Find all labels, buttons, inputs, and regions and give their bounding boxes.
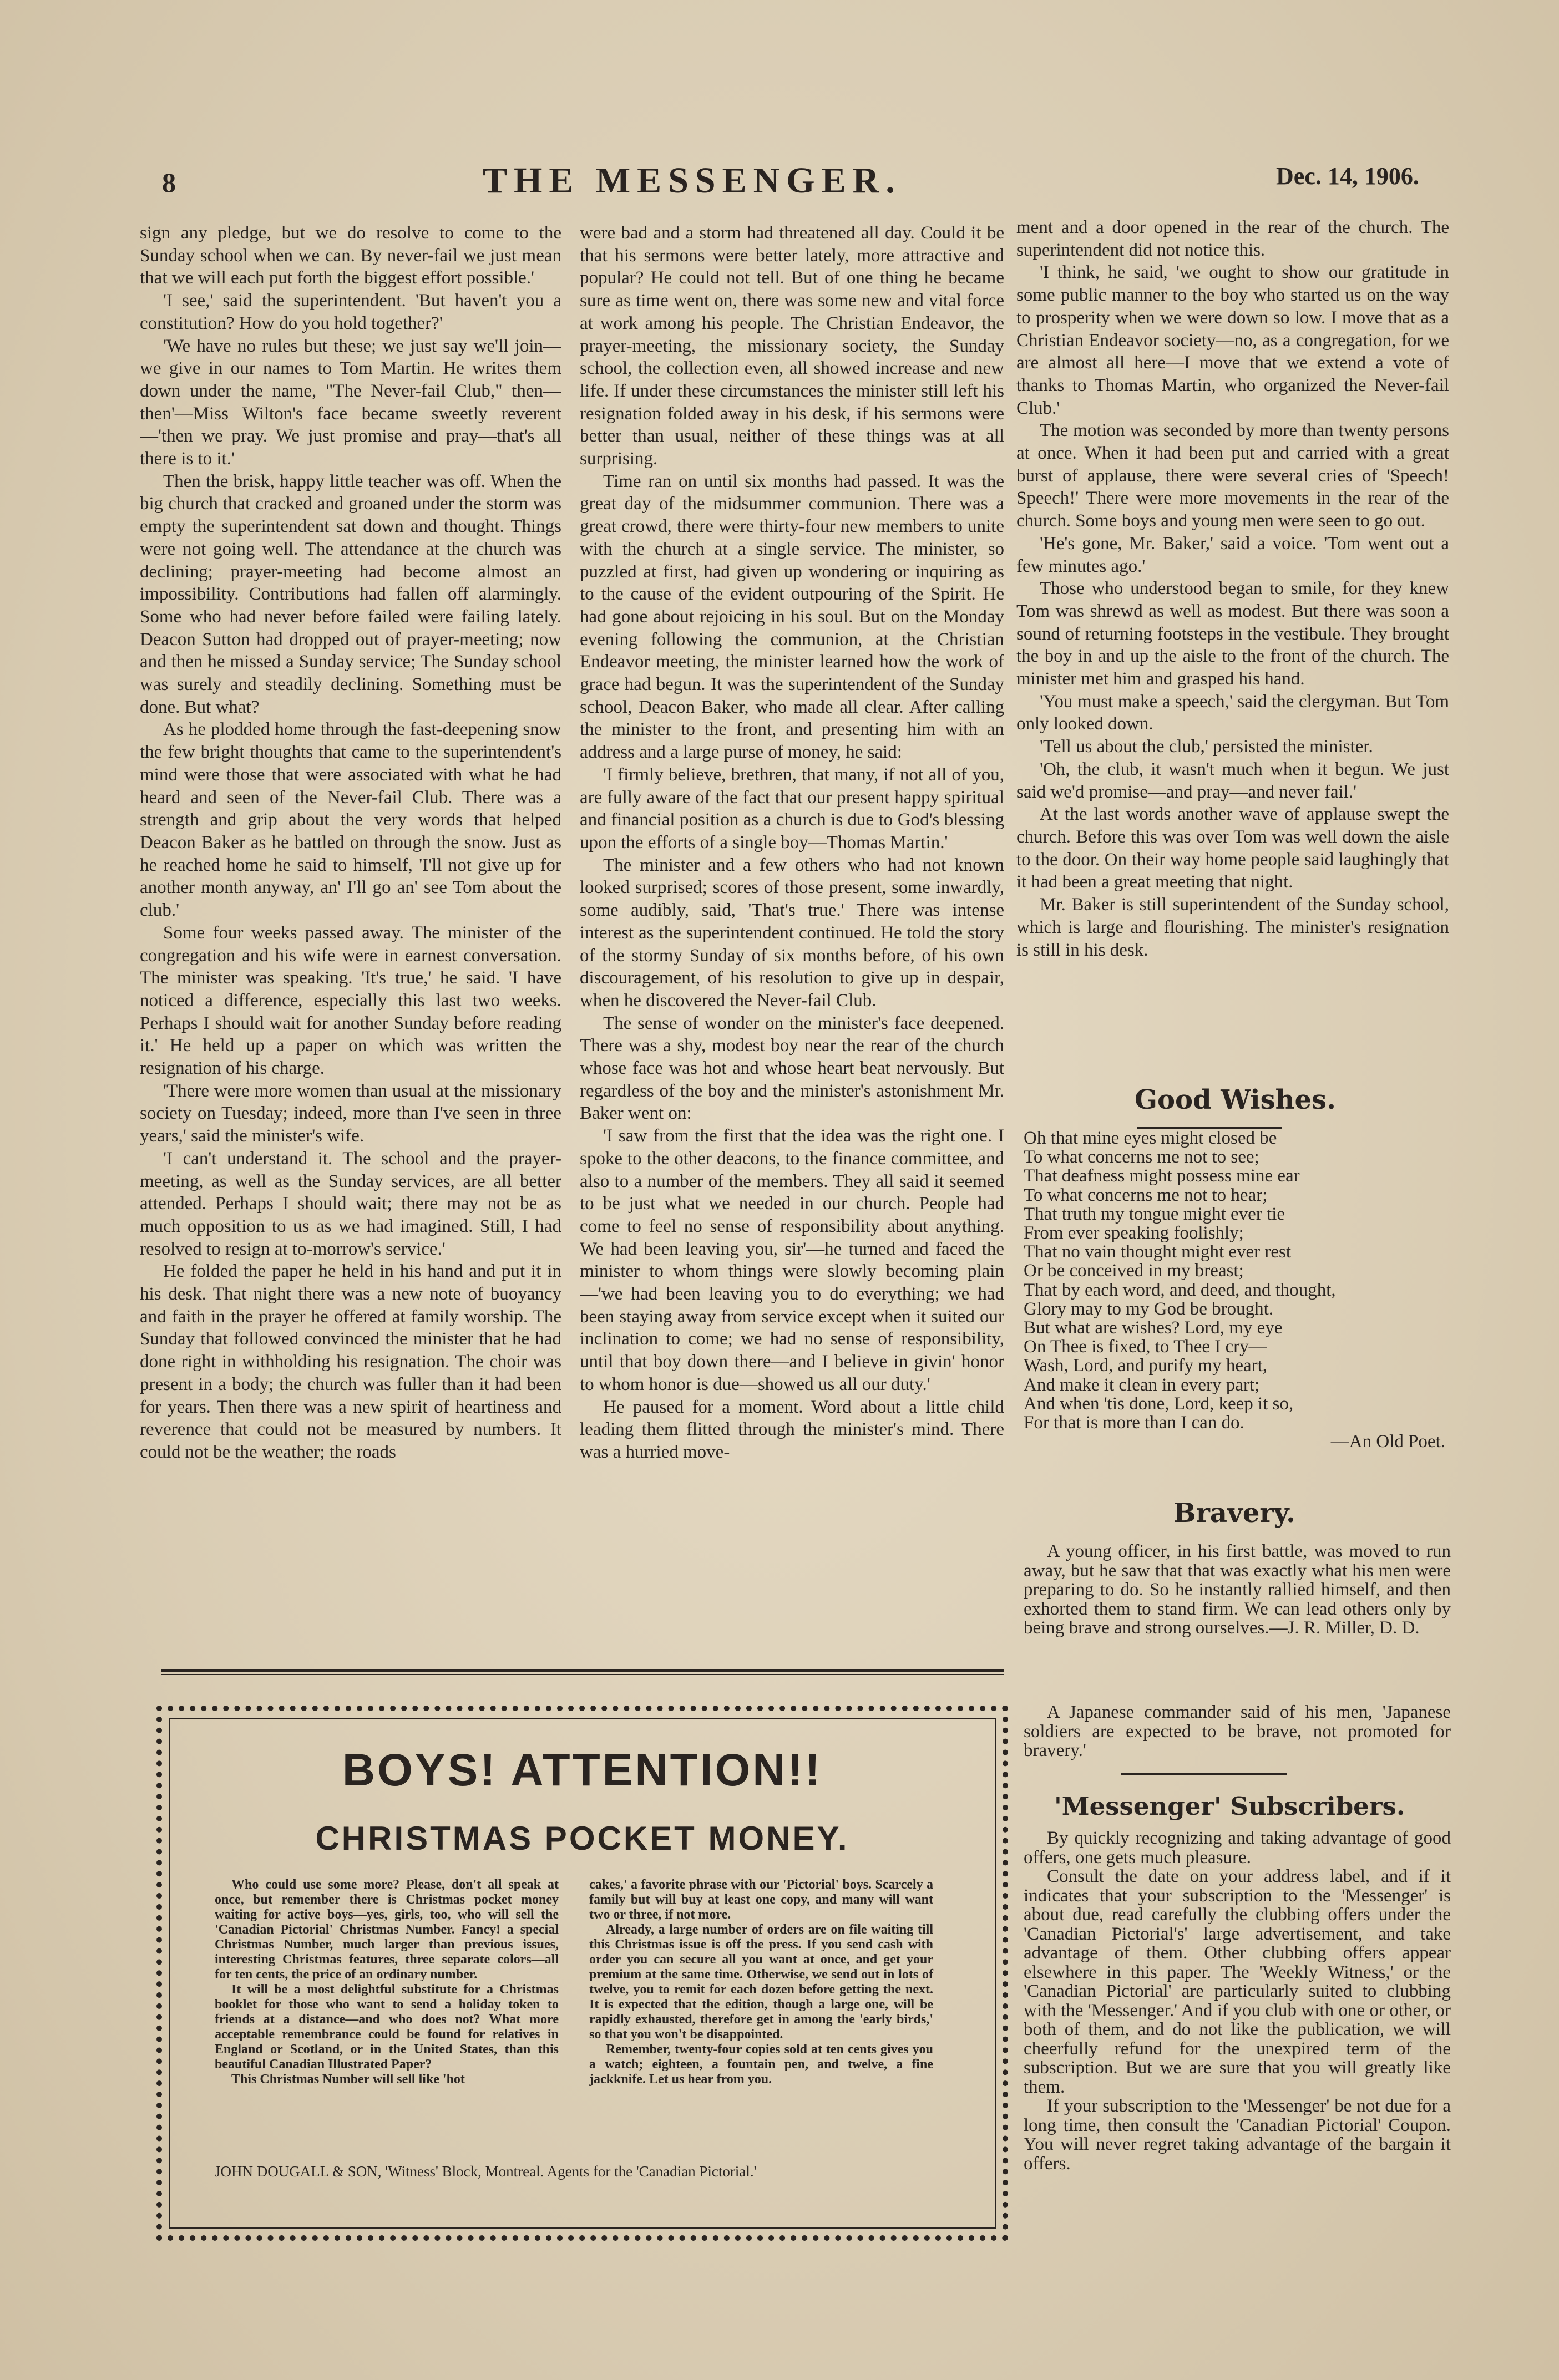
column-divider-rule [161, 1669, 1004, 1672]
japanese-quote [1024, 1703, 1451, 1760]
poem-line: Wash, Lord, and purify my heart, [1024, 1356, 1268, 1376]
paragraph: 'There were more women than usual at the missionary society on Tuesday; indeed, more than I've seen in three years,' said the minister's wife. [140, 1080, 561, 1146]
story-column-3 [1016, 216, 1449, 1059]
paragraph: A Japanese commander said of his men, 'Japanese soldiers are expected to be brave, not promoted for bravery.' [1024, 1702, 1451, 1760]
poem-line: And when 'tis done, Lord, keep it so, [1024, 1393, 1294, 1414]
paragraph: cakes,' a favorite phrase with our 'Pictorial' boys. Scarcely a family but will buy at least one copy, and many will want two or three, if not more. [589, 1877, 933, 1922]
poem-line: Or be conceived in my breast; [1024, 1261, 1244, 1281]
paragraph: 'You must make a speech,' said the clergyman. But Tom only looked down. [1016, 691, 1449, 734]
issue-date: Dec. 14, 1906. [1276, 163, 1419, 190]
paragraph: As he plodded home through the fast-deepening snow the few bright thoughts that came to the superintendent's mind were those that were associated with what he had heard and seen of the Never-fail Club. There was a strength and grip about the very words that helped Deacon Baker as he battled on through the snow. Just as he reached home he said to himself, 'I'll not give up for another month anyway, an' I'll go an' see Tom about the club.' [140, 719, 561, 921]
paragraph: Remember, twenty-four copies sold at ten cents gives you a watch; eighteen, a fountain pen, and twelve, a fine jackknife. Let us hear from you. [589, 2042, 933, 2087]
paragraph: It will be a most delightful substitute for a Christmas booklet for those who want to send a holiday token to friends at a distance—and who does not? What more acceptable remembrance could be found for relatives in England or Scotland, or in the United States, than this beautiful Canadian Illustrated Paper? [215, 1982, 559, 2072]
good-wishes-poem [1024, 1129, 1451, 1451]
paragraph: Who could use some more? Please, don't all speak at once, but remember there is Christmas pocket money waiting for active boys—yes, girls, too, who will sell the 'Canadian Pictorial' Christmas Number. Fancy! a special Christmas Number, much larger than previous issues, interesting Christmas features, three separate colors—all for ten cents, the price of an ordinary number. [215, 1877, 559, 1982]
paragraph: Then the brisk, happy little teacher was off. When the big church that cracked and groaned under the storm was empty the superintendent sat down and thought. Things were not going well. The attendance at the church was declining; prayer-meeting had become almost an impossibility. Contributions had fallen off alarmingly. Some who had never before failed were failing lately. Deacon Sutton had dropped out of prayer-meeting; now and then he missed a Sunday service; The Sunday school was surely and steadily declining. Something must be done. But what? [140, 471, 561, 717]
story-column-2 [580, 222, 1004, 1620]
poem-line: That no vain thought might ever rest [1024, 1242, 1292, 1262]
paragraph: ment and a door opened in the rear of the church. The superintendent did not notice this. [1016, 217, 1449, 260]
paragraph: Some four weeks passed away. The minister of the congregation and his wife were in earnest conversation. The minister was speaking. 'It's true,' he said. 'I have noticed a difference, especially this last two weeks. Perhaps I should wait for another Sunday before reading it.' He held up a paper on which was written the resignation of his charge. [140, 922, 561, 1079]
poem-line: On Thee is fixed, to Thee I cry— [1024, 1337, 1267, 1357]
poem-line: And make it clean in every part; [1024, 1374, 1260, 1395]
paragraph: He paused for a moment. Word about a little child leading them flitted through the minister's mind. There was a hurried move- [580, 1397, 1004, 1462]
poem-line: To what concerns me not to hear; [1024, 1185, 1268, 1205]
paragraph: A young officer, in his first battle, was moved to run away, but he saw that that was exactly what his men were preparing to do. So he instantly rallied himself, and then exhorted them to stand firm. We can lead others only by being brave and strong ourselves.—J. R. Miller, D. D. [1024, 1541, 1451, 1638]
paragraph: The minister and a few others who had not known looked surprised; scores of those present, some inwardly, some audibly, said, 'That's true.' There was intense interest as the superintendent continued. He told the story of the stormy Sunday of six months before, of his own discouragement, of his resolution to give up in despair, when he discovered the Never-fail Club. [580, 855, 1004, 1011]
paragraph: Consult the date on your address label, and if it indicates that your subscription to the 'Messenger' is about due, read carefully the clubbing offers under the 'Canadian Pictorial's' large advertisement, and take advantage of them. Other clubbing offers appear elsewhere in this paper. The 'Weekly Witness,' or the 'Canadian Pictorial' are particularly suited to clubbing with the 'Messenger.' And if you club with one or other, or both of them, and do not like the publication, we will cheerfully refund for the unexpired term of the subscription. But we are sure that you will greatly like them. [1024, 1866, 1451, 2097]
poem-line: But what are wishes? Lord, my eye [1024, 1318, 1283, 1338]
ad-footer: JOHN DOUGALL & SON, 'Witness' Block, Montreal. Agents for the 'Canadian Pictorial.' [215, 2163, 757, 2180]
poem-line: To what concerns me not to see; [1024, 1147, 1259, 1168]
poem-line: That truth my tongue might ever tie [1024, 1204, 1285, 1224]
bravery-text [1024, 1542, 1451, 1638]
subscribers-text [1024, 1829, 1451, 2173]
paragraph: 'I think, he said, 'we ought to show our gratitude in some public manner to the boy who started us on the way to prosperity when we were down so low. I move that as a Christian Endeavor society—no, as a congregation, for we are almost all here—I move that we extend a vote of thanks to Thomas Martin, who organized the Never-fail Club.' [1016, 262, 1449, 418]
ad-column-right [589, 1877, 933, 2087]
poem-line: For that is more than I can do. [1024, 1413, 1244, 1433]
subscribers-title: 'Messenger' Subscribers. [1054, 1792, 1405, 1821]
paragraph: The sense of wonder on the minister's face deepened. There was a shy, modest boy near the rear of the church whose face was hot and whose heart beat nervously. But regardless of the boy and the minister's astonishment Mr. Baker went on: [580, 1013, 1004, 1124]
paragraph: sign any pledge, but we do resolve to come to the Sunday school when we can. By never-fail we just mean that we will each put forth the biggest effort possible.' [140, 223, 561, 288]
paragraph: 'We have no rules but these; we just say we'll join—we give in our names to Tom Martin. He writes them down under the name, "The Never-fail Club," then—then'—Miss Wilton's face became sweetly reverent—'then we pray. We just promise and pray—that's all there is to it.' [140, 336, 561, 469]
paragraph: By quickly recognizing and taking advantage of good offers, one gets much pleasure. [1024, 1828, 1451, 1868]
section-rule [1121, 1773, 1287, 1775]
poem-line: Oh that mine eyes might closed be [1024, 1128, 1277, 1148]
paragraph: 'Oh, the club, it wasn't much when it begun. We just said we'd promise—and pray—and never fail.' [1016, 759, 1449, 802]
paragraph: 'Tell us about the club,' persisted the minister. [1040, 737, 1373, 757]
paragraph: 'I see,' said the superintendent. 'But haven't you a constitution? How do you hold together?' [140, 291, 561, 333]
page-number: 8 [162, 167, 176, 198]
paragraph: 'I firmly believe, brethren, that many, if not all of you, are fully aware of the fact that our present happy spiritual and financial position as a church is due to God's blessing upon the efforts of a single boy—Thomas Martin.' [580, 764, 1004, 852]
paragraph: Mr. Baker is still superintendent of the Sunday school, which is large and flourishing. The minister's resignation is still in his desk. [1016, 895, 1449, 960]
poem-line: From ever speaking foolishly; [1024, 1223, 1244, 1244]
paragraph: At the last words another wave of applause swept the church. Before this was over Tom was well down the aisle to the door. On their way home people said laughingly that it had been a great meeting that night. [1016, 804, 1449, 892]
ad-headline: BOYS! ATTENTION!! [342, 1745, 823, 1795]
christmas-ad-box [156, 1706, 1008, 2241]
paragraph: Those who understood began to smile, for they knew Tom was shrewd as well as modest. But there was soon a sound of returning footsteps in the vestibule. They brought the boy in and up the aisle to the front of the church. The minister met him and grasped his hand. [1016, 578, 1449, 689]
poem-attribution: —An Old Poet. [1330, 1432, 1445, 1452]
paragraph: The motion was seconded by more than twenty persons at once. When it had been put and carried with a great burst of applause, there were several cries of 'Speech! Speech!' There were more movements in the rear of the church. Some boys and young men were seen to go out. [1016, 420, 1449, 531]
paragraph: Time ran on until six months had passed. It was the great day of the midsummer communion. There was a great crowd, there were thirty-four new members to unite with the church at a single service. The minister, so puzzled at first, had given up wondering or inquiring as to the cause of the evident outpouring of the Spirit. He had gone about rejoicing in his soul. But on the Monday evening following the communion, at the Christian Endeavor meeting, the minister learned how the work of grace had begun. It was the superintendent of the Sunday school, Deacon Baker, who made all clear. After calling the minister to the front, and presenting him with an address and a large purse of money, he said: [580, 471, 1004, 763]
paragraph: If your subscription to the 'Messenger' be not due for a long time, then consult the 'Canadian Pictorial' Coupon. You will never regret taking advantage of the bargain it offers. [1024, 2096, 1451, 2174]
paragraph: 'I saw from the first that the idea was the right one. I spoke to the other deacons, to the finance committee, and also to a number of the members. They all said it seemed to be just what we needed in our church. People had come to feel no sense of responsibility about anything. We had been leaving you, sir'—he turned and faced the minister to whom things were slowly becoming plain—'we had been leaving you to do everything; we had been staying away from service except when it suited our inclination to come; we had no sense of responsibility, until that boy down there—and I believe in givin' honor to whom honor is due—showed us all our duty.' [580, 1126, 1004, 1394]
paragraph: He folded the paper he held in his hand and put it in his desk. That night there was a new note of buoyancy and faith in the prayer he offered at family worship. The Sunday that followed convinced the minister that he had done right in withholding his resignation. The choir was present in a body; the church was fuller than it had been for years. Then there was a new spirit of heartiness and reverence that could not be measured by numbers. It could not be the weather; the roads [140, 1261, 561, 1462]
column-divider-rule [161, 1674, 1004, 1675]
paragraph: This Christmas Number will sell like 'hot [231, 2072, 465, 2087]
ad-subhead: CHRISTMAS POCKET MONEY. [315, 1820, 849, 1857]
paragraph: were bad and a storm had threatened all day. Could it be that his sermons were better lately, more attractive and popular? He could not tell. But of one thing he became sure as time went on, there was some new and vital force at work among his people. The Christian Endeavor, the prayer-meeting, the missionary society, the Sunday school, the collection even, all showed increase and new life. If under these circumstances the minister still left his resignation folded away in his desk, if his sermons were better than usual, neither of these things was at all surprising. [580, 223, 1004, 469]
paragraph: 'He's gone, Mr. Baker,' said a voice. 'Tom went out a few minutes ago.' [1016, 533, 1449, 576]
poem-line: That deafness might possess mine ear [1024, 1166, 1300, 1186]
story-column-1 [140, 222, 561, 1642]
bravery-title: Bravery. [1173, 1498, 1295, 1529]
poem-line: That by each word, and deed, and thought, [1024, 1280, 1336, 1300]
ad-column-left [215, 1877, 559, 2087]
good-wishes-title: Good Wishes. [1135, 1084, 1336, 1115]
paragraph: Already, a large number of orders are on file waiting till this Christmas issue is off the press. If you send cash with order you can secure all you want at once, and get your premium at the same time. Otherwise, we send out in lots of twelve, you to remit for each dozen before getting the next. It is expected that the edition, though a large one, will be rapidly exhausted, therefore get in among the 'early birds,' so that you won't be disappointed. [589, 1922, 933, 2042]
poem-line: Glory may to my God be brought. [1024, 1298, 1274, 1319]
masthead-title: THE MESSENGER. [483, 160, 902, 201]
paragraph: 'I can't understand it. The school and the prayer-meeting, as well as the Sunday services, are all better attended. Perhaps I should wait; there may not be as much opposition to us as we had imagined. Still, I had resolved to resign at to-morrow's service.' [140, 1148, 561, 1259]
